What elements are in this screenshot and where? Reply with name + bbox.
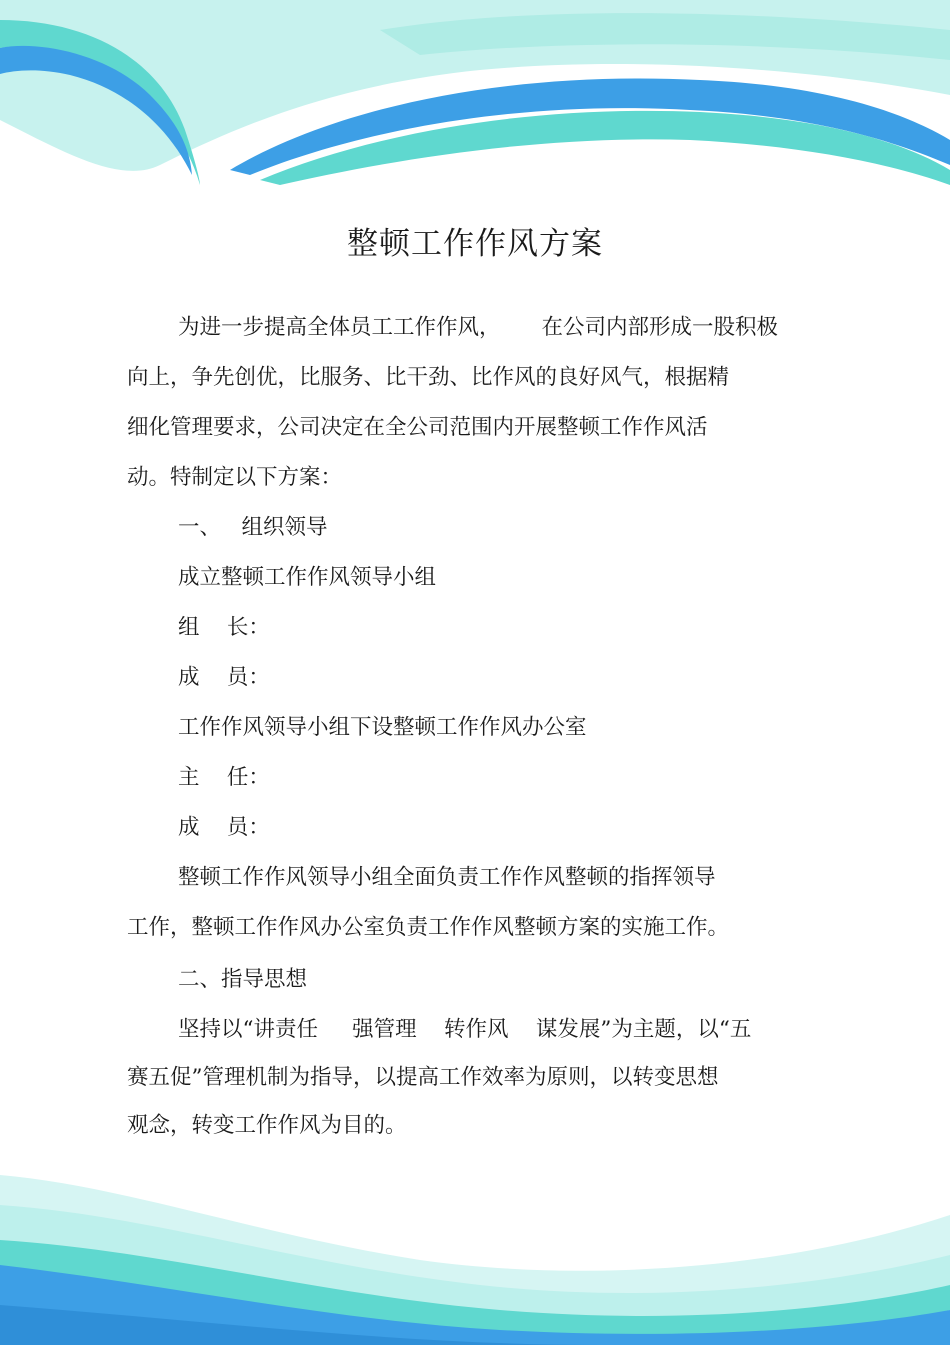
paragraph-line: 工作，整顿工作作风办公室负责工作作风整顿方案的实施工作。 [127,915,730,940]
section-heading: 二、指导思想 [178,967,308,992]
paragraph-line: 整顿工作作风领导小组全面负责工作作风整顿的指挥领导 [178,865,716,890]
paragraph-line: 工作作风领导小组下设整顿工作作风办公室 [178,715,587,740]
field-label: 主 任： [178,765,270,790]
field-label: 成 员： [178,665,270,690]
paragraph-line: 细化管理要求，公司决定在全公司范围内开展整顿工作作风活 [127,415,708,440]
paragraph-line: 向上，争先创优，比服务、比干劲、比作风的良好风气，根据精 [127,365,730,390]
bottom-wave-decoration [0,1145,950,1345]
paragraph-line: 观念，转变工作作风为目的。 [127,1113,407,1138]
document-title: 整顿工作作风方案 [347,226,603,262]
paragraph-line: 为进一步提高全体员工工作作风， 在公司内部形成一股积极 [178,315,779,340]
section-heading: 一、 组织领导 [178,515,328,540]
paragraph-line: 动。特制定以下方案： [127,465,343,490]
top-wave-decoration [0,0,950,200]
paragraph-line: 成立整顿工作作风领导小组 [178,565,437,590]
field-label: 成 员： [178,815,270,840]
field-label: 组 长： [178,615,270,640]
paragraph-line: 坚持以“讲责任 强管理 转作风 谋发展”为主题，以“五 [178,1017,752,1042]
paragraph-line: 赛五促”管理机制为指导，以提高工作效率为原则，以转变思想 [127,1065,719,1090]
